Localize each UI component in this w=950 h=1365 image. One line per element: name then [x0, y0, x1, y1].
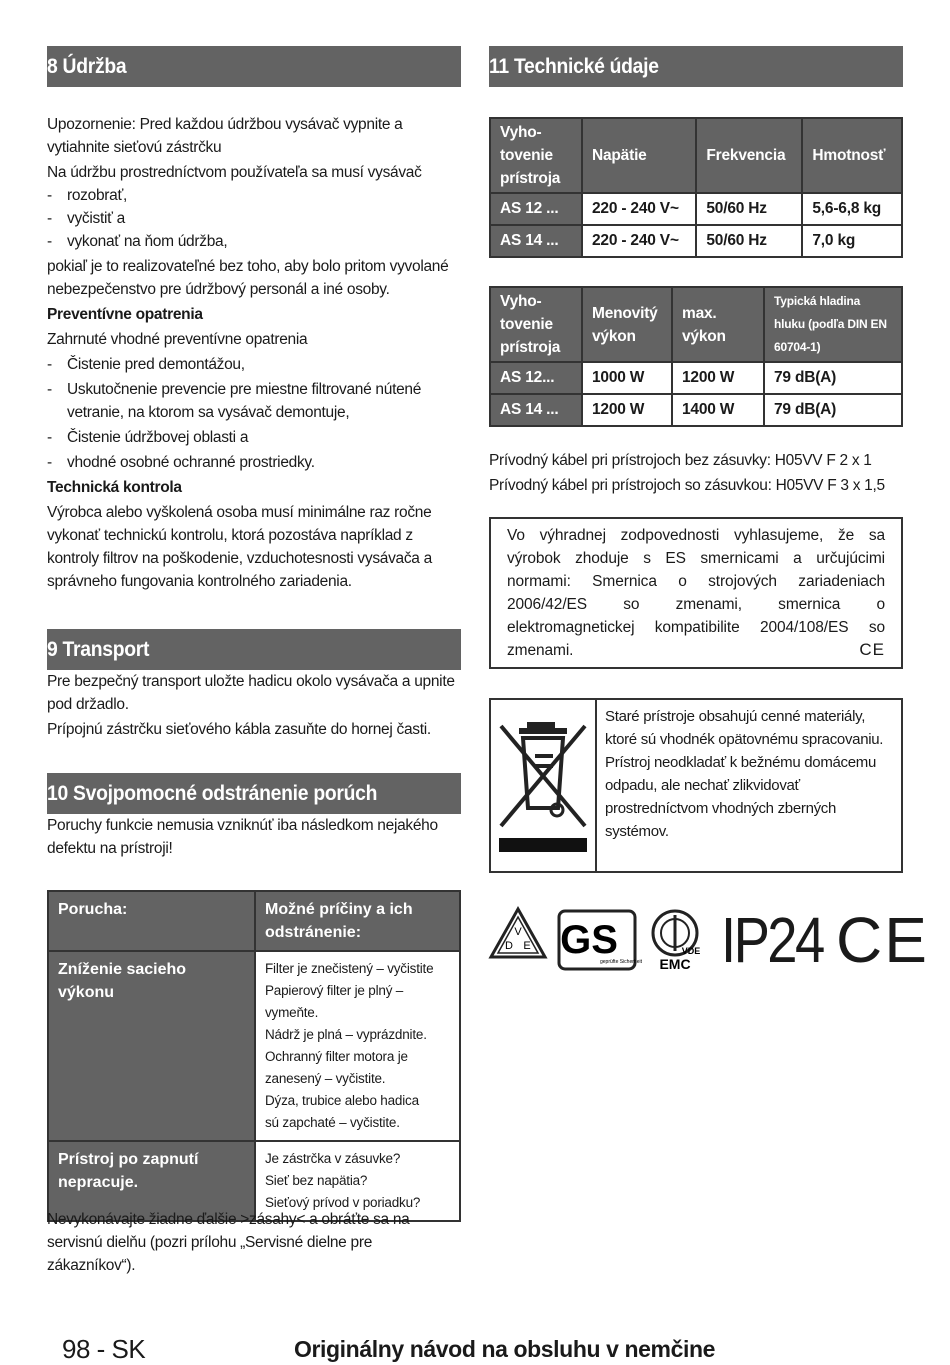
technical-heading: 11 Technické údaje: [489, 46, 903, 87]
preventive-intro: Zahrnuté vhodné preventívne opatrenia: [47, 331, 308, 348]
table-header-cell: Možné príčiny a ich odstránenie:: [255, 891, 460, 951]
list-item: - Uskutočnenie prevencie pre miestne filtrované nútené vetranie, na ktorom sa vysávač demontuje,: [47, 381, 422, 421]
ce-mark: CE: [836, 904, 929, 976]
table-header-cell: Napätie: [582, 118, 696, 193]
table-cell: 220 - 240 V~: [582, 193, 696, 225]
right-column: [489, 46, 929, 977]
recycle-box: [489, 698, 903, 873]
troubleshooting-table: [47, 890, 461, 1222]
list-item: - rozobrať,: [47, 187, 127, 204]
troubleshooting-intro: Poruchy funkcie nemusia vzniknúť iba následkom nejakého defektu na prístroji!: [47, 817, 438, 857]
gs-mark-subtext: geprüfte Sicherheit: [600, 959, 642, 965]
declaration-box: [489, 517, 903, 669]
table-row: [490, 193, 902, 225]
table-row: [48, 891, 460, 951]
vde-emc-emc-text: EMC: [659, 956, 691, 972]
gs-mark-text: GS: [560, 918, 618, 962]
technical-check-heading: Technická kontrola: [47, 479, 182, 496]
tech-table-2: [489, 286, 903, 427]
table-header-cell: Menovitý výkon: [582, 287, 672, 362]
table-header-cell: Frekvencia: [696, 118, 802, 193]
table-cell: 5,6-6,8 kg: [802, 193, 902, 225]
table-header-cell: Vyho- tovenie prístroja: [490, 287, 582, 362]
table-cell: 1200 W: [672, 362, 764, 394]
weee-bin-icon: [491, 700, 597, 871]
maintenance-condition: pokiaľ je to realizovateľné bez toho, aby bolo pritom vyvolané nebezpečenstvo pre údržbový personál a iné osoby.: [47, 258, 449, 298]
table-row: [490, 118, 902, 193]
transport-line: Prípojnú zástrčku sieťového kábla zasuňte do hornej časti.: [47, 721, 431, 738]
list-item: - Čistenie pred demontážou,: [47, 356, 245, 373]
footer-title: Originálny návod na obsluhu v nemčine: [294, 1336, 715, 1362]
causes-cell: Filter je znečistený – vyčistite Papierový filter je plný – vymeňte. Nádrž je plná – vyprázdnite. Ochranný filter motora je zanesený – vyčistite. Dýza, trubice alebo hadica sú zapchaté – vyčistite.: [255, 951, 460, 1141]
list-item: - vyčistiť a: [47, 210, 125, 227]
table-cell: AS 12...: [490, 362, 582, 394]
table-header-cell: Porucha:: [48, 891, 255, 951]
recycle-text: Staré prístroje obsahujú cenné materiály, ktoré sú vhodnék opätovnému spracovaniu. Prístroj neodkladať k bežnému domácemu odpadu, ale nechať zlikvidovať prostredníctvom vhodných zberných systémov.: [605, 708, 884, 840]
fault-cell: Prístroj po zapnutí nepracuje.: [48, 1141, 255, 1221]
declaration-text: Vo výhradnej zodpovednosti vyhlasujeme, že sa výrobok zhoduje s ES smernicami a určujúcimi normami: Smernica o strojových zariadeniach 2006/42/ES so zmenami, smernica o elektromagnetickej kompatibilite 2004/108/ES so zmenami.: [507, 527, 885, 659]
vde-letter-d: D: [505, 940, 513, 952]
table-header-cell: Typická hladina hluku (podľa DIN EN 60704-1): [764, 287, 902, 362]
page-number: 98 - SK: [62, 1334, 146, 1364]
ce-mark-small: CE: [859, 640, 885, 659]
ip-rating: IP24: [721, 904, 823, 976]
tech-table-1: [489, 117, 903, 258]
table-header-cell: Hmotnosť: [802, 118, 902, 193]
table-cell: 1200 W: [582, 394, 672, 426]
table-cell: AS 12 ...: [490, 193, 582, 225]
maintenance-warning: Upozornenie: Pred každou údržbou vysávač vypnite a vytiahnite sieťovú zástrčku: [47, 116, 403, 156]
preventive-heading: Preventívne opatrenia: [47, 306, 203, 323]
table-row: [490, 225, 902, 257]
table-cell: 50/60 Hz: [696, 225, 802, 257]
list-item: - Čistenie údržbovej oblasti a: [47, 429, 249, 446]
maintenance-intro: Na údržbu prostredníctvom používateľa sa musí vysávač: [47, 164, 422, 181]
table-row: [48, 951, 460, 1141]
troubleshooting-footer: Nevykonávajte žiadne ďalšie >zásahy< a obráťte sa na servisnú dielňu (pozri prílohu „Servisné dielne pre zákazníkov“).: [47, 1211, 410, 1274]
table-cell: 220 - 240 V~: [582, 225, 696, 257]
vde-triangle-icon: [489, 907, 547, 973]
table-cell: 79 dB(A): [764, 394, 902, 426]
table-cell: 79 dB(A): [764, 362, 902, 394]
fault-cell: Zníženie sacieho výkonu: [48, 951, 255, 1141]
table-cell: 50/60 Hz: [696, 193, 802, 225]
technical-check-text: Výrobca alebo vyškolená osoba musí minimálne raz ročne vykonať technickú kontrolu, ktorá pozostáva napríklad z kontroly filtrov na poškodenie, vzduchotesnosti vysávača a správneho fungovania kontrolného zariadenia.: [47, 504, 432, 590]
left-column: [47, 46, 461, 1274]
table-cell: 7,0 kg: [802, 225, 902, 257]
causes-cell: Je zástrčka v zásuvke? Sieť bez napätia? Sieťový prívod v poriadku?: [255, 1141, 460, 1221]
vde-emc-icon: [647, 907, 707, 973]
cable-line: Prívodný kábel pri prístrojoch bez zásuvky: H05VV F 2 x 1: [489, 452, 872, 469]
cable-info: [489, 449, 903, 497]
cable-line: Prívodný kábel pri prístrojoch so zásuvkou: H05VV F 3 x 1,5: [489, 477, 885, 494]
table-row: [490, 394, 902, 426]
transport-line: Pre bezpečný transport uložte hadicu okolo vysávača a upnite pod držadlo.: [47, 673, 455, 713]
vde-letter-v: V: [514, 926, 522, 938]
table-cell: 1000 W: [582, 362, 672, 394]
maintenance-body: [47, 113, 461, 593]
table-row: [490, 287, 902, 362]
vde-emc-vde-text: VDE: [681, 946, 701, 956]
vde-letter-e: E: [523, 940, 531, 952]
list-item: - vykonať na ňom údržba,: [47, 233, 228, 250]
table-cell: AS 14 ...: [490, 394, 582, 426]
maintenance-heading: 8 Údržba: [47, 46, 461, 87]
table-header-cell: Vyho- tovenie prístroja: [490, 118, 582, 193]
table-cell: 1400 W: [672, 394, 764, 426]
gs-mark-icon: [557, 907, 642, 973]
list-item: - vhodné osobné ochranné prostriedky.: [47, 454, 315, 471]
certification-logos: [489, 903, 929, 977]
table-cell: AS 14 ...: [490, 225, 582, 257]
transport-heading: 9 Transport: [47, 629, 461, 670]
troubleshooting-heading: 10 Svojpomocné odstránenie porúch: [47, 773, 461, 814]
transport-body: [47, 670, 461, 741]
table-header-cell: max. výkon: [672, 287, 764, 362]
table-row: [490, 362, 902, 394]
